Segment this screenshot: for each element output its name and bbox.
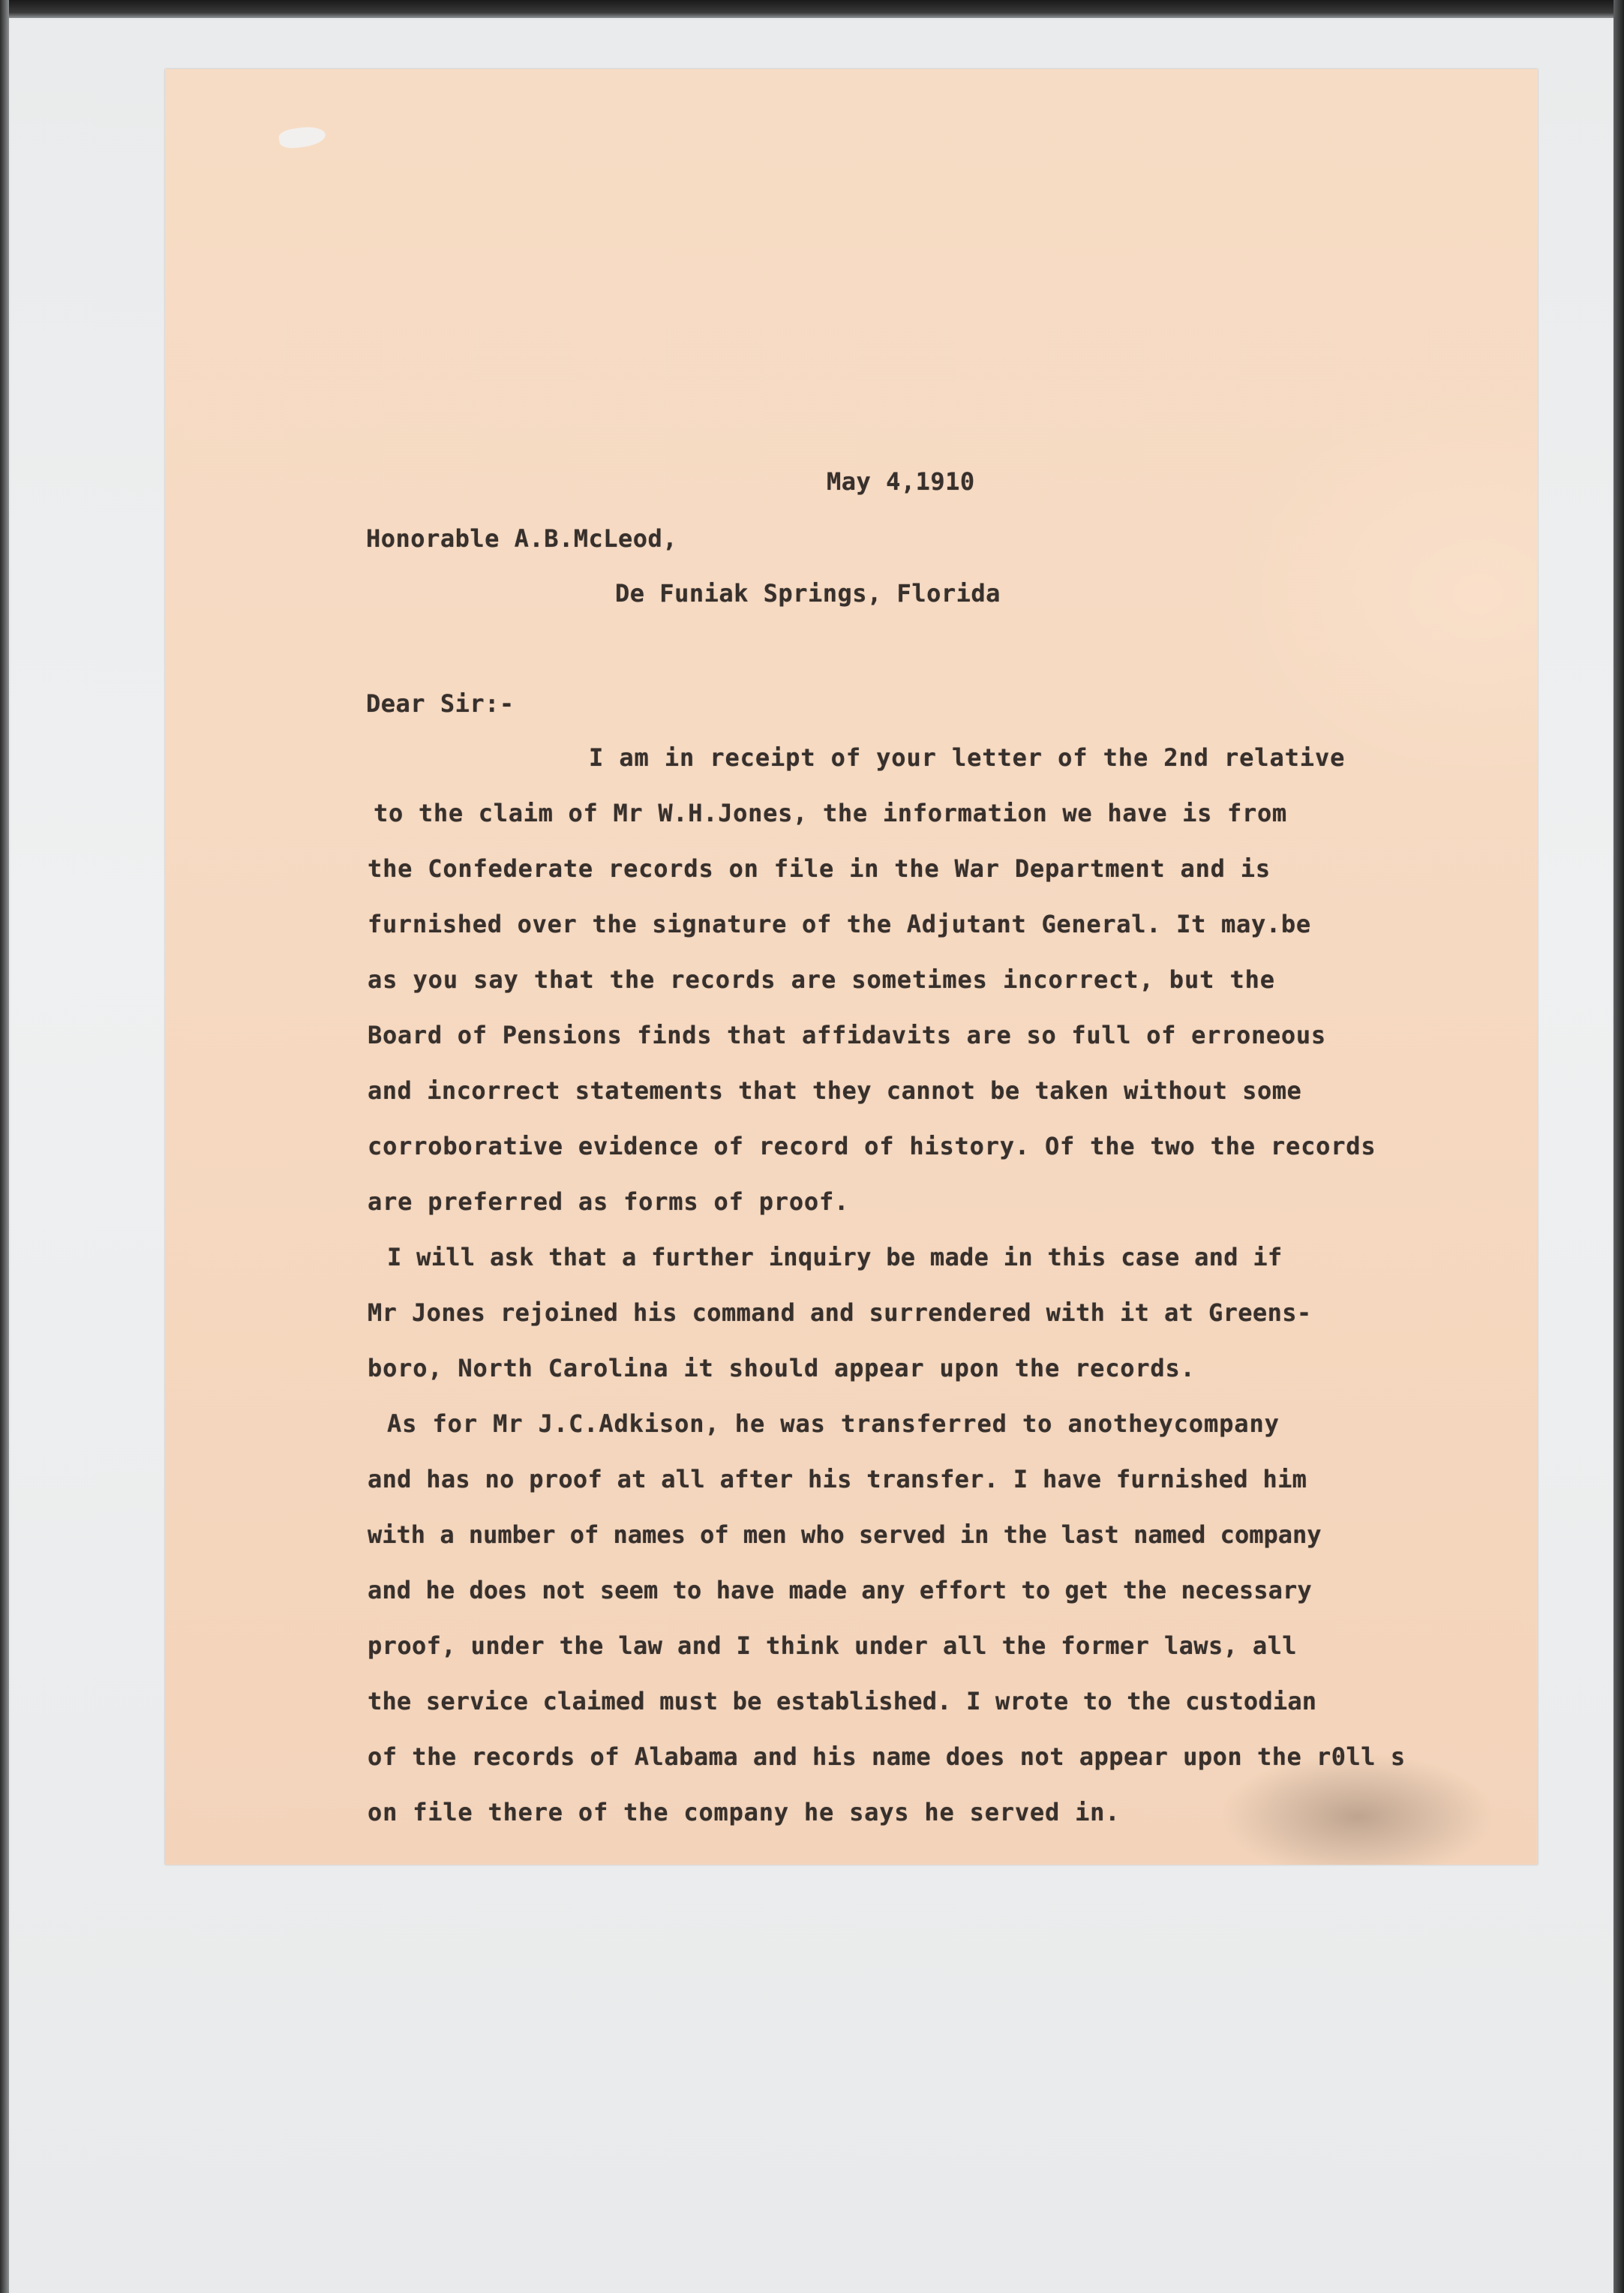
body-line: to the claim of Mr W.H.Jones, the information we have is from (374, 799, 1287, 827)
body-line: furnished over the signature of the Adjutant General. It may.be (368, 910, 1311, 938)
body-line: with a number of names of men who served in the last named company (368, 1520, 1322, 1549)
salutation: Dear Sir:- (366, 689, 515, 718)
recipient-name: Honorable A.B.McLeod, (366, 524, 678, 553)
body-line: and incorrect statements that they cannot be taken without some (368, 1076, 1302, 1105)
scanner-edge-right (1613, 0, 1624, 2293)
body-line: and he does not seem to have made any effort to get the necessary (368, 1576, 1312, 1604)
body-line: the Confederate records on file in the War Department and is (368, 854, 1271, 883)
recipient-address: De Funiak Springs, Florida (615, 579, 1001, 608)
body-line: of the records of Alabama and his name does not appear upon the r0ll s (368, 1742, 1406, 1771)
page-tear-mark (278, 125, 326, 150)
body-line: as you say that the records are sometimes incorrect, but the (368, 965, 1275, 994)
body-line: I am in receipt of your letter of the 2nd relative (589, 743, 1346, 772)
body-line: Board of Pensions finds that affidavits are so full of erroneous (368, 1021, 1326, 1049)
body-line: are preferred as forms of proof. (368, 1187, 850, 1216)
body-line: I will ask that a further inquiry be made in this case and if (387, 1243, 1283, 1271)
body-line: proof, under the law and I think under all the former laws, all (368, 1631, 1297, 1660)
scanner-edge-top (0, 0, 1624, 18)
body-line: and has no proof at all after his transfer. I have furnished him (368, 1465, 1307, 1493)
body-line: corroborative evidence of record of history. Of the two the records (368, 1132, 1376, 1160)
body-line: Mr Jones rejoined his command and surrendered with it at Greens- (368, 1298, 1312, 1327)
letter-page (165, 69, 1538, 1865)
body-line: on file there of the company he says he served in. (368, 1798, 1121, 1826)
body-line: boro, North Carolina it should appear upon the records. (368, 1354, 1196, 1382)
letter-date: May 4,1910 (827, 467, 975, 496)
body-line: As for Mr J.C.Adkison, he was transferred to anotheycompany (387, 1409, 1280, 1438)
scanner-edge-left (0, 0, 9, 2293)
body-line: the service claimed must be established. I wrote to the custodian (368, 1687, 1317, 1715)
